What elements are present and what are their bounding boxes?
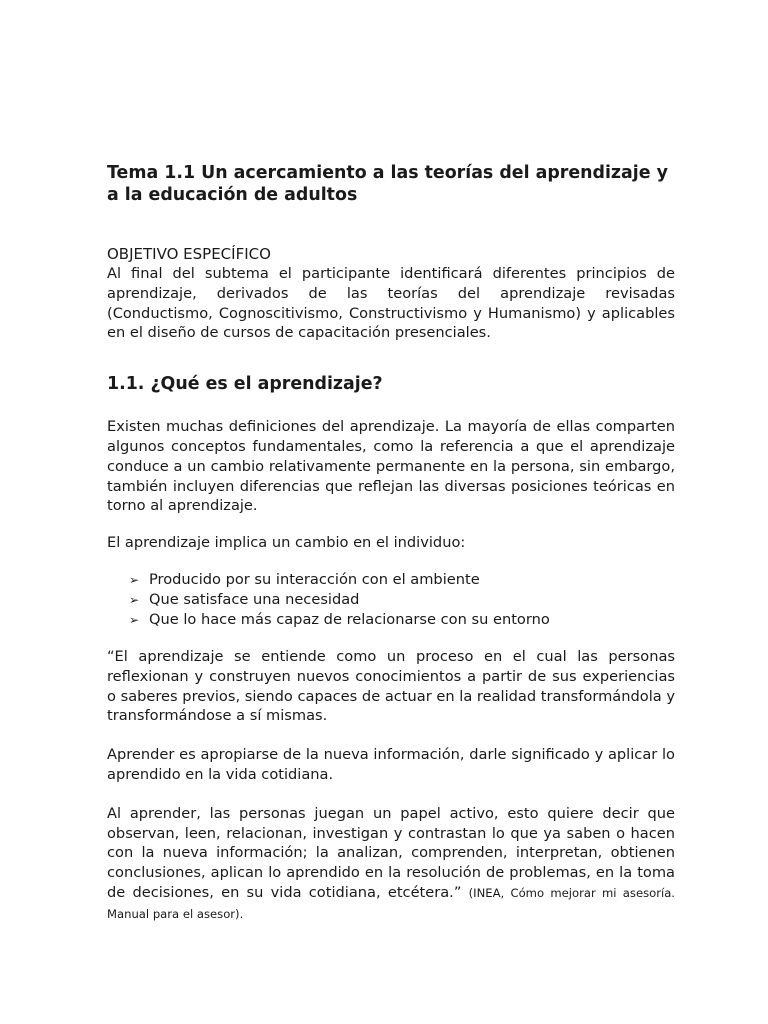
objective-text: Al final del subtema el participante identificará diferentes principios de aprendizaje, derivados de las teorías del aprendizaje revisadas (Conductismo, Cognoscitivismo, Constructivismo y Humanismo) y aplicables en el diseño de cursos de capacitación presenciales. [107,265,675,342]
paragraph-definitions: Existen muchas definiciones del aprendizaje. La mayoría de ellas comparten algunos conceptos fundamentales, como la referencia a que el aprendizaje conduce a un cambio relativamente permanente en la persona, sin embargo, también incluyen diferencias que reflejan las diversas posiciones teóricas en torno al aprendizaje. [107,418,675,515]
paragraph-appropriation: Aprender es apropiarse de la nueva información, darle significado y aplicar lo aprendido en la vida cotidiana. [107,746,675,783]
list-item-text: Que satisface una necesidad [149,590,360,608]
paragraph-active-role-text: Al aprender, las personas juegan un papel activo, esto quiere decir que observan, leen, relacionan, investigan y contrastan lo que ya saben o hacen con la nueva información; la analizan, comprenden, interpretan, obtienen conclusiones, aplican lo aprendido en la resolución de problemas, en la toma de decisiones, en su vida cotidiana, etcétera.” [107,804,675,901]
list-item [107,570,675,590]
list-item [107,610,675,630]
list-item-text: Producido por su interacción con el ambiente [149,570,480,588]
list-item [107,590,675,610]
section-heading: 1.1. ¿Qué es el aprendizaje? [107,374,383,395]
objective-heading: OBJETIVO ESPECÍFICO [107,245,271,263]
arrowhead-bullet-icon: ➢ [129,612,140,627]
document-title: Tema 1.1 Un acercamiento a las teorías del aprendizaje y a la educación de adultos [107,163,668,205]
arrowhead-bullet-icon: ➢ [129,572,140,587]
citation: (INEA, Cómo mejorar mi asesoría. Manual para el asesor). [107,885,675,921]
quote-paragraph: “El aprendizaje se entiende como un proceso en el cual las personas reflexionan y construyen nuevos conocimientos a partir de sus experiencias o saberes previos, siendo capaces de actuar en la realidad transformándola y transformándose a sí mismas. [107,647,675,725]
list-item-text: Que lo hace más capaz de relacionarse con su entorno [149,610,550,628]
paragraph-active-role [107,804,675,925]
document-page [107,162,675,925]
arrowhead-bullet-icon: ➢ [129,592,140,607]
bullet-list [107,570,675,630]
paragraph-change-intro: El aprendizaje implica un cambio en el individuo: [107,534,466,552]
